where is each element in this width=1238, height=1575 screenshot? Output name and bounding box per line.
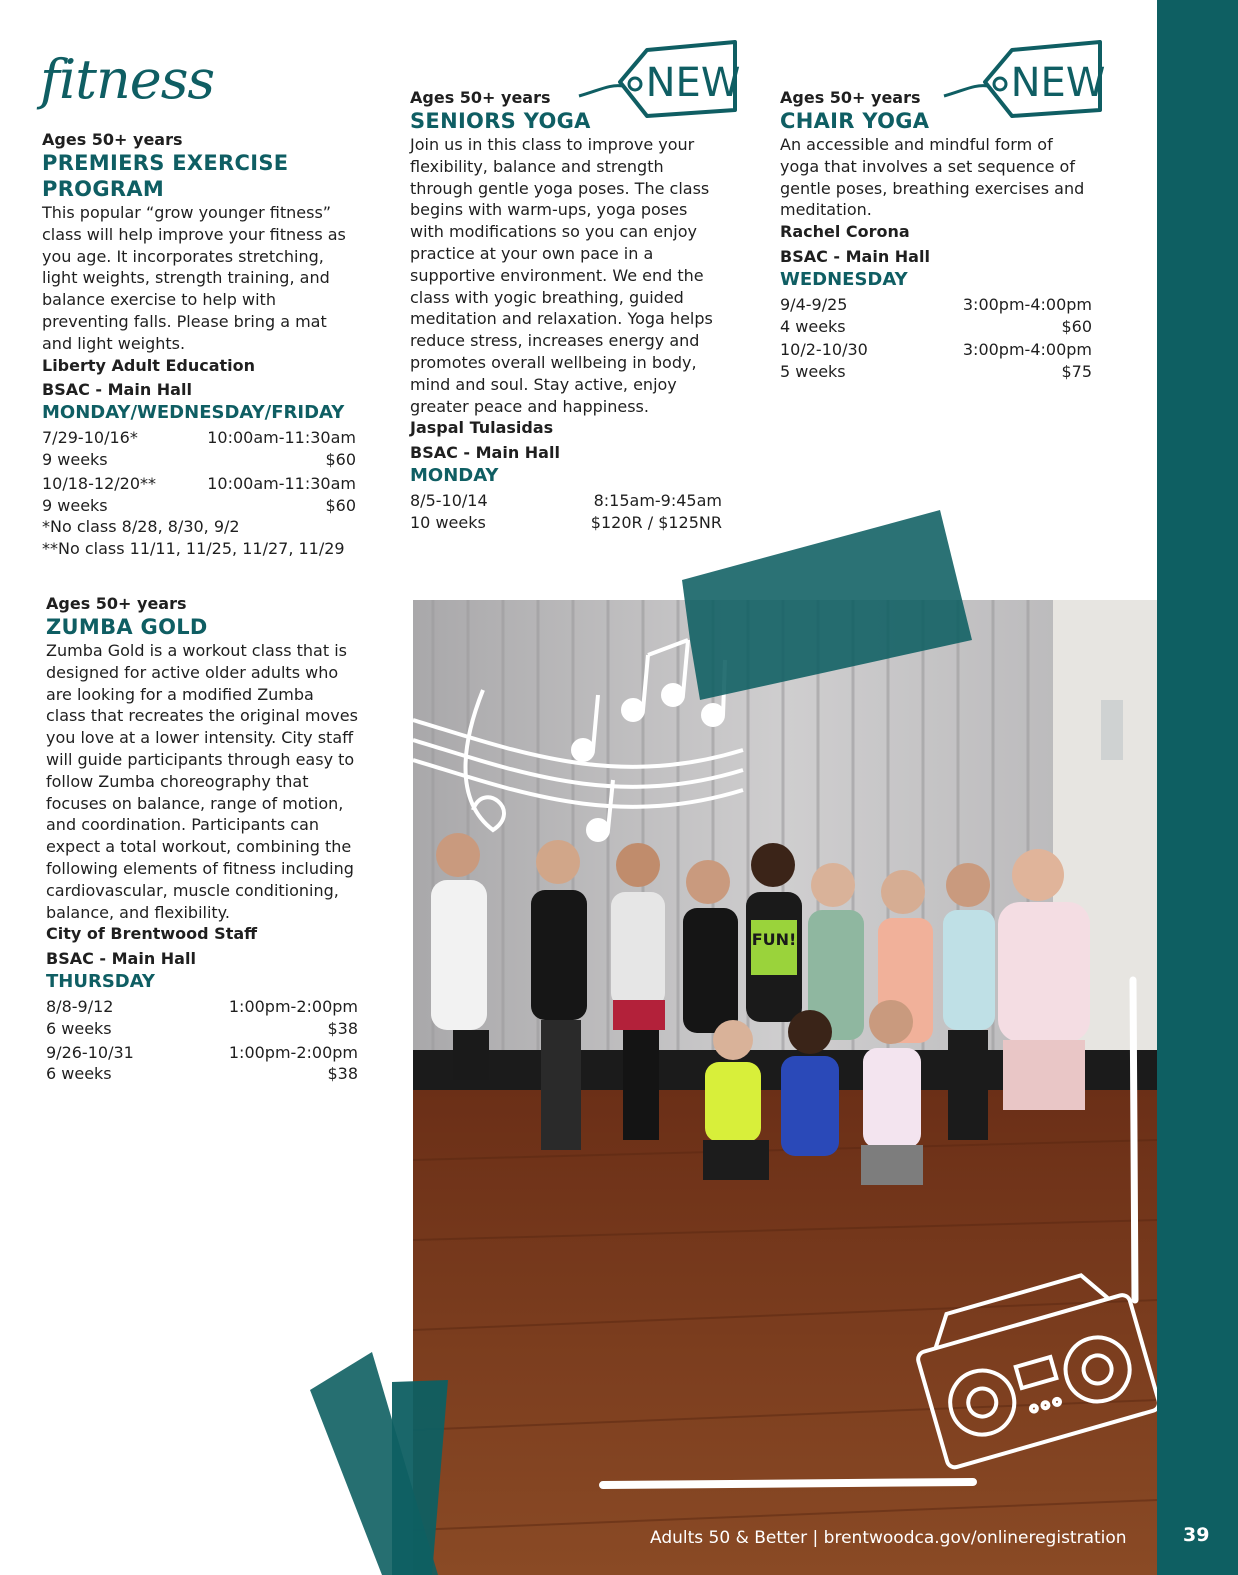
shirt-text: FUN! — [751, 930, 797, 949]
chair-yoga-description: An accessible and mindful form of yoga that involves a set sequence of gentle poses, breathing exercises and meditation. — [780, 135, 1085, 220]
session-fee: $120R / $125NR — [590, 512, 722, 532]
session-time: 10:00am-11:30am — [207, 473, 356, 493]
seniors-yoga-title: SENIORS YOGA — [410, 109, 591, 133]
chair-yoga-ages: Ages 50+ years — [780, 88, 921, 107]
section-title: fitness — [40, 48, 215, 111]
zumba-ages: Ages 50+ years — [46, 594, 187, 613]
premiers-location: BSAC - Main Hall — [42, 380, 192, 400]
premiers-description: This popular “grow younger fitness” class will help improve your fitness as you age. It incorporates stretching, light weights, strength training, and balance exercise to help with preventing falls. Please bring a mat and light weights. — [42, 203, 346, 353]
session-dates: 10/18-12/20** — [42, 473, 156, 493]
chair-yoga-title: CHAIR YOGA — [780, 109, 930, 133]
session-weeks: 4 weeks — [780, 316, 846, 336]
zumba-title: ZUMBA GOLD — [46, 615, 208, 639]
session-weeks: 10 weeks — [410, 512, 486, 532]
zumba-days: THURSDAY — [46, 970, 155, 992]
session-fee: $60 — [325, 495, 356, 515]
tape-strip — [392, 1380, 448, 1575]
chair-yoga-days: WEDNESDAY — [780, 268, 908, 290]
session-weeks: 6 weeks — [46, 1064, 112, 1084]
session-time: 10:00am-11:30am — [207, 428, 356, 448]
session-dates: 7/29-10/16* — [42, 428, 138, 448]
session-weeks: 9 weeks — [42, 495, 108, 515]
session-time: 1:00pm-2:00pm — [228, 996, 358, 1016]
zumba-instructor: City of Brentwood Staff — [46, 924, 258, 944]
premiers-note-1: *No class 8/28, 8/30, 9/2 — [42, 517, 240, 537]
session-time: 1:00pm-2:00pm — [228, 1042, 358, 1062]
premiers-title: PREMIERS EXERCISE PROGRAM — [42, 151, 289, 201]
chair-yoga-location: BSAC - Main Hall — [780, 246, 930, 266]
session-dates: 10/2-10/30 — [780, 340, 868, 360]
footer-text: Adults 50 & Better | brentwoodca.gov/onlineregistration — [650, 1528, 1127, 1548]
session-fee: $38 — [327, 1018, 358, 1038]
session-dates: 8/5-10/14 — [410, 490, 488, 510]
session-weeks: 6 weeks — [46, 1018, 112, 1038]
session-time: 3:00pm-4:00pm — [962, 294, 1092, 314]
zumba-description: Zumba Gold is a workout class that is designed for active older adults who are looking for a modified Zumba class that recreates the original moves you love at a lower intensity. City staff will guide participants through easy to follow Zumba choreography that focuses on balance, range of motion, and coordination. Participants can expect a total workout, combining the following elements of fitness including cardiovascular, muscle conditioning, balance, and flexibility. — [46, 641, 358, 922]
session-time: 3:00pm-4:00pm — [962, 340, 1092, 360]
tape-strip — [682, 510, 972, 700]
session-fee: $75 — [1061, 362, 1092, 382]
session-weeks: 9 weeks — [42, 449, 108, 469]
zumba-location: BSAC - Main Hall — [46, 949, 196, 969]
seniors-yoga-days: MONDAY — [410, 464, 499, 486]
seniors-yoga-location: BSAC - Main Hall — [410, 443, 560, 463]
session-weeks: 5 weeks — [780, 362, 846, 382]
new-badge-text: NEW — [645, 60, 740, 106]
session-dates: 8/8-9/12 — [46, 996, 114, 1016]
session-dates: 9/4-9/25 — [780, 294, 848, 314]
session-time: 8:15am-9:45am — [593, 490, 722, 510]
session-fee: $38 — [327, 1064, 358, 1084]
premiers-days: MONDAY/WEDNESDAY/FRIDAY — [42, 402, 345, 424]
session-fee: $60 — [325, 449, 356, 469]
session-fee: $60 — [1061, 316, 1092, 336]
seniors-yoga-ages: Ages 50+ years — [410, 88, 551, 107]
page-number: 39 — [1183, 1524, 1210, 1546]
seniors-yoga-instructor: Jaspal Tulasidas — [410, 418, 554, 438]
session-dates: 9/26-10/31 — [46, 1042, 134, 1062]
new-badge-text: NEW — [1010, 60, 1105, 106]
chair-yoga-instructor: Rachel Corona — [780, 222, 910, 242]
seniors-yoga-description: Join us in this class to improve your flexibility, balance and strength through gentle yoga poses. The class begins with warm-ups, yoga poses with modifications so you can enjoy practice at your own pace in a supportive environment. We end the class with yogic breathing, guided meditation and relaxation. Yoga helps reduce stress, increases energy and promotes overall wellbeing in body, mind and soul. Stay active, enjoy greater peace and happiness. — [410, 135, 713, 416]
premiers-ages: Ages 50+ years — [42, 130, 183, 149]
premiers-instructor: Liberty Adult Education — [42, 355, 256, 375]
premiers-note-2: **No class 11/11, 11/25, 11/27, 11/29 — [42, 539, 345, 559]
